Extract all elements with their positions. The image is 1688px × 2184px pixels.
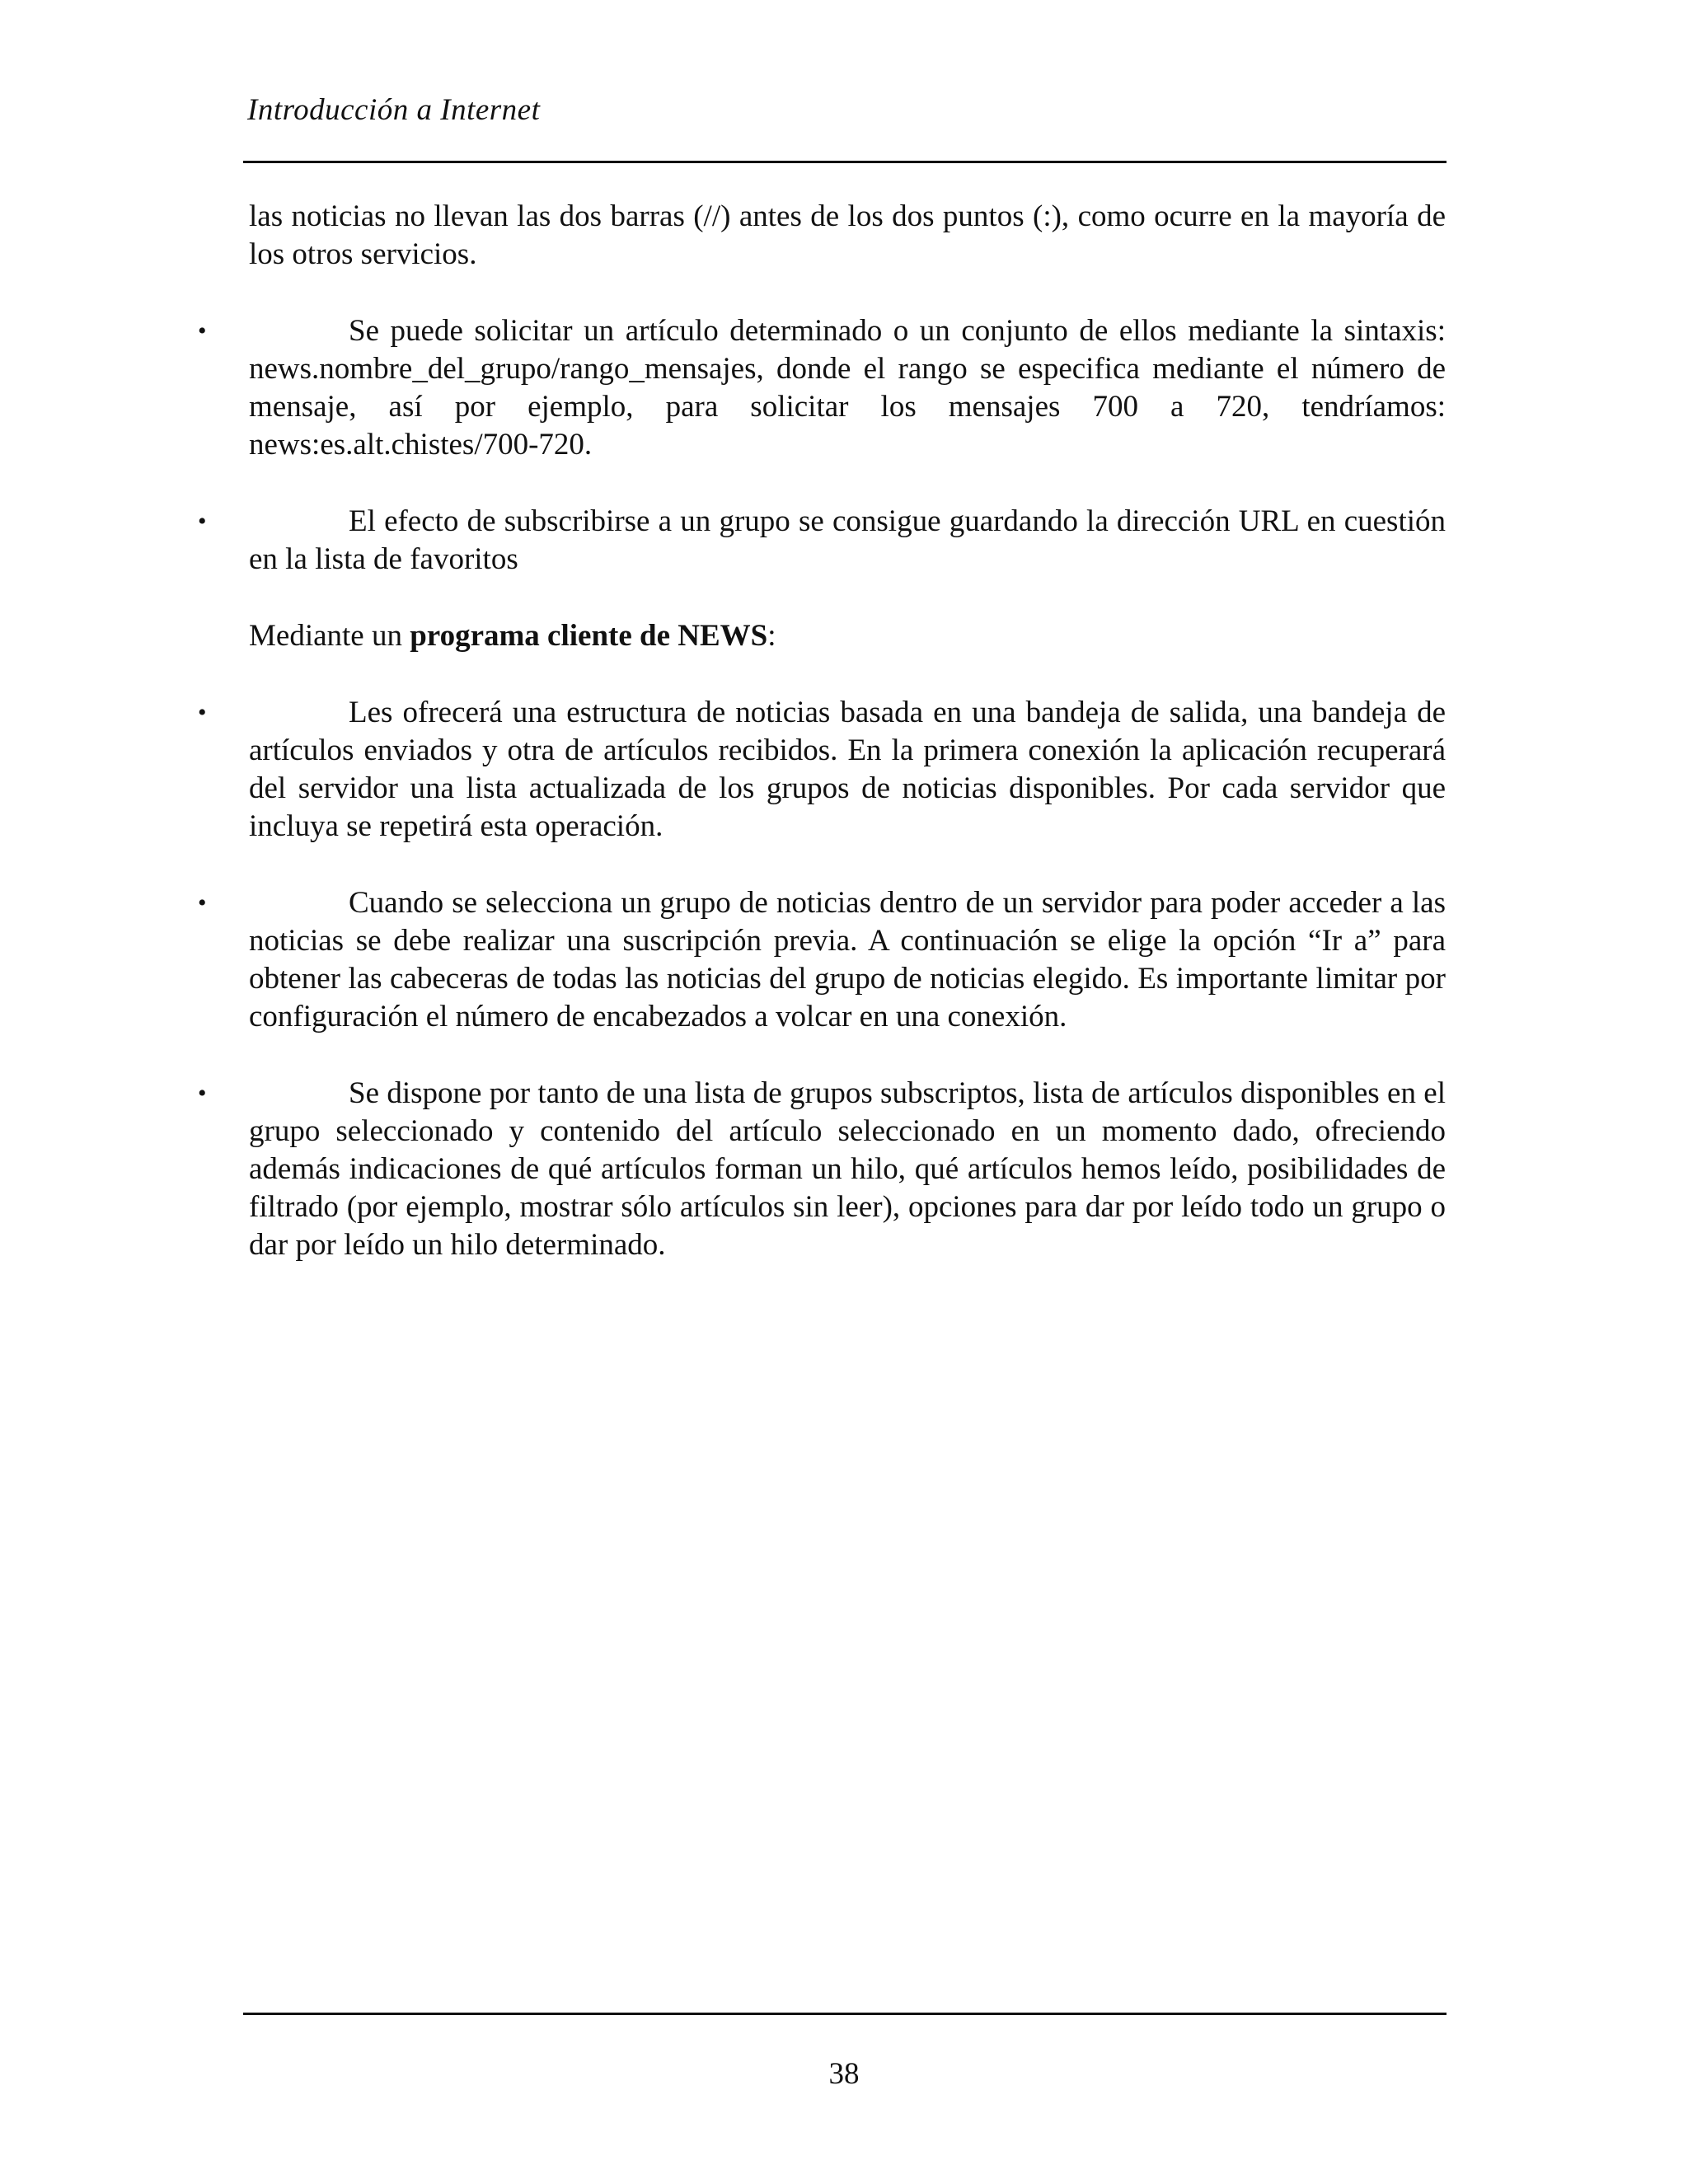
client-heading-prefix: Mediante un bbox=[249, 619, 410, 653]
bullet-item-article-request bbox=[198, 312, 1446, 464]
header-rule bbox=[243, 161, 1447, 163]
bullet-dot-icon: • bbox=[198, 1080, 207, 1107]
bullet-item-available-lists bbox=[198, 1075, 1446, 1264]
client-heading-bold: programa cliente de NEWS bbox=[410, 619, 768, 653]
running-header-title: Introducción a Internet bbox=[247, 93, 541, 127]
bullet-text: Cuando se selecciona un grupo de noticias dentro de un servidor para poder acceder a las noticias se debe realizar una suscripción previa. A continuación se elige la opción “Ir a” para obtener las cabeceras de todas las noticias del grupo de noticias elegido. Es importante limitar por configuración el número de encabezados a volcar en una conexión. bbox=[249, 886, 1446, 1033]
bullet-item-news-structure bbox=[198, 694, 1446, 846]
bullet-text: Se puede solicitar un artículo determinado o un conjunto de ellos mediante la sintaxis: news.nombre_del_grupo/rango_mensajes, donde el rango se especifica mediante el número de mensaje, así por ejemplo, para solicitar los mensajes 700 a 720, tendríamos: news:es.alt.chistes/700-720. bbox=[249, 314, 1446, 462]
bullet-dot-icon: • bbox=[198, 889, 207, 916]
client-heading bbox=[249, 617, 1446, 655]
bullet-item-group-selection bbox=[198, 884, 1446, 1036]
bullet-text: Se dispone por tanto de una lista de grupos subscriptos, lista de artículos disponibles en el grupo seleccionado y contenido del artículo seleccionado en un momento dado, ofreciendo además indicaciones de qué artículos forman un hilo, qué artículos hemos leído, posibilidades de filtrado (por ejemplo, mostrar sólo artículos sin leer), opciones para dar por leído todo un grupo o dar por leído un hilo determinado. bbox=[249, 1076, 1446, 1262]
body-text bbox=[198, 198, 1446, 1303]
bullet-item-subscribe-effect bbox=[198, 503, 1446, 579]
page-number: 38 bbox=[828, 2057, 860, 2091]
bullet-dot-icon: • bbox=[198, 699, 207, 726]
bullet-text: El efecto de subscribirse a un grupo se consigue guardando la dirección URL en cuestión en la lista de favoritos bbox=[249, 504, 1446, 576]
bullet-dot-icon: • bbox=[198, 508, 207, 535]
footer-rule bbox=[243, 2013, 1447, 2015]
bullet-text: Les ofrecerá una estructura de noticias basada en una bandeja de salida, una bandeja de artículos enviados y otra de artículos recibidos. En la primera conexión la aplicación recuperará del servidor una lista actualizada de los grupos de noticias disponibles. Por cada servidor que incluya se repetirá esta operación. bbox=[249, 696, 1446, 843]
intro-paragraph: las noticias no llevan las dos barras (//) antes de los dos puntos (:), como ocurre en la mayoría de los otros servicios. bbox=[249, 199, 1446, 271]
bullet-dot-icon: • bbox=[198, 317, 207, 344]
client-heading-suffix: : bbox=[767, 619, 776, 653]
